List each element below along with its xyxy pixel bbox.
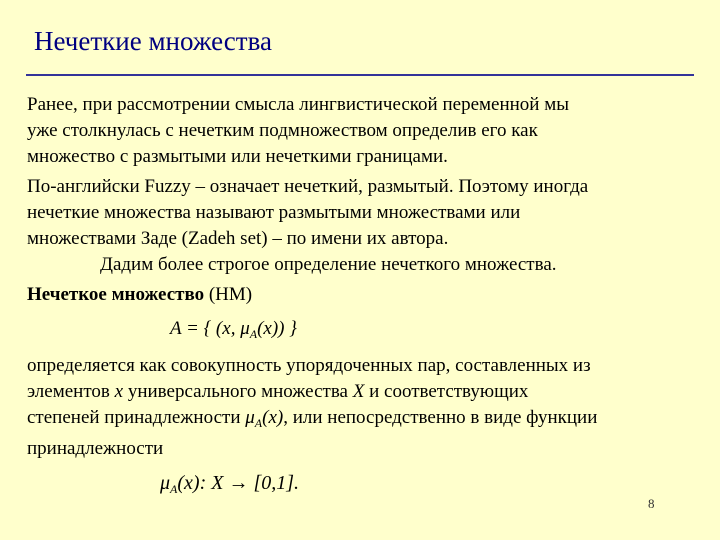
formula-mu: μ: [160, 472, 171, 494]
var-mu-arg: (x): [262, 407, 284, 428]
formula-rest: (x): X → [0,1].: [177, 472, 300, 494]
paragraph-fuzzy: [27, 174, 702, 252]
slide-number: 8: [648, 496, 655, 511]
paragraph-intro: [27, 92, 702, 170]
formula-subscript: A: [249, 327, 258, 341]
text-segment: степеней принадлежности: [27, 407, 246, 428]
slide-title: Нечеткие множества: [34, 26, 272, 56]
text-segment: , или непосредственно в виде функции: [283, 407, 598, 428]
formula-subscript: A: [170, 482, 178, 496]
paragraph-explanation: [27, 353, 702, 462]
formula-prefix: A = { (x, μ: [170, 318, 250, 339]
formula-set-definition: [27, 316, 702, 347]
text-line: принадлежности: [27, 438, 164, 459]
title-underline: [26, 74, 694, 76]
formula-suffix: (x)) }: [257, 318, 297, 339]
paragraph-definition-intro: Дадим более строгое определение нечеткого множества.: [100, 254, 557, 275]
paragraph-term: [27, 282, 702, 308]
var-X: X: [352, 381, 365, 402]
text-segment: элементов: [27, 381, 115, 402]
text-line: множество с размытыми или нечеткими границами.: [27, 146, 448, 167]
text-line: По-английски Fuzzy – означает нечеткий, размытый. Поэтому иногда: [27, 176, 589, 197]
var-mu-subscript: A: [254, 416, 263, 430]
slide-body: [27, 92, 702, 502]
text-line: Ранее, при рассмотрении смысла лингвистической переменной мы: [27, 94, 570, 115]
term-bold: Нечеткое множество: [27, 284, 205, 305]
text-line: множествами Заде (Zadeh set) – по имени их автора.: [27, 228, 449, 249]
var-mu: μ: [245, 407, 255, 428]
text-line: нечеткие множества называют размытыми множествами или: [27, 202, 521, 223]
text-line: уже столкнулась с нечетким подмножеством определив его как: [27, 120, 538, 141]
var-x: x: [114, 381, 124, 402]
text-segment: универсального множества: [123, 381, 353, 402]
text-line: определяется как совокупность упорядоченных пар, составленных из: [27, 355, 591, 376]
term-abbr: (НМ): [204, 284, 253, 305]
text-segment: и соответствующих: [364, 381, 529, 402]
formula-membership-function: [27, 470, 702, 502]
